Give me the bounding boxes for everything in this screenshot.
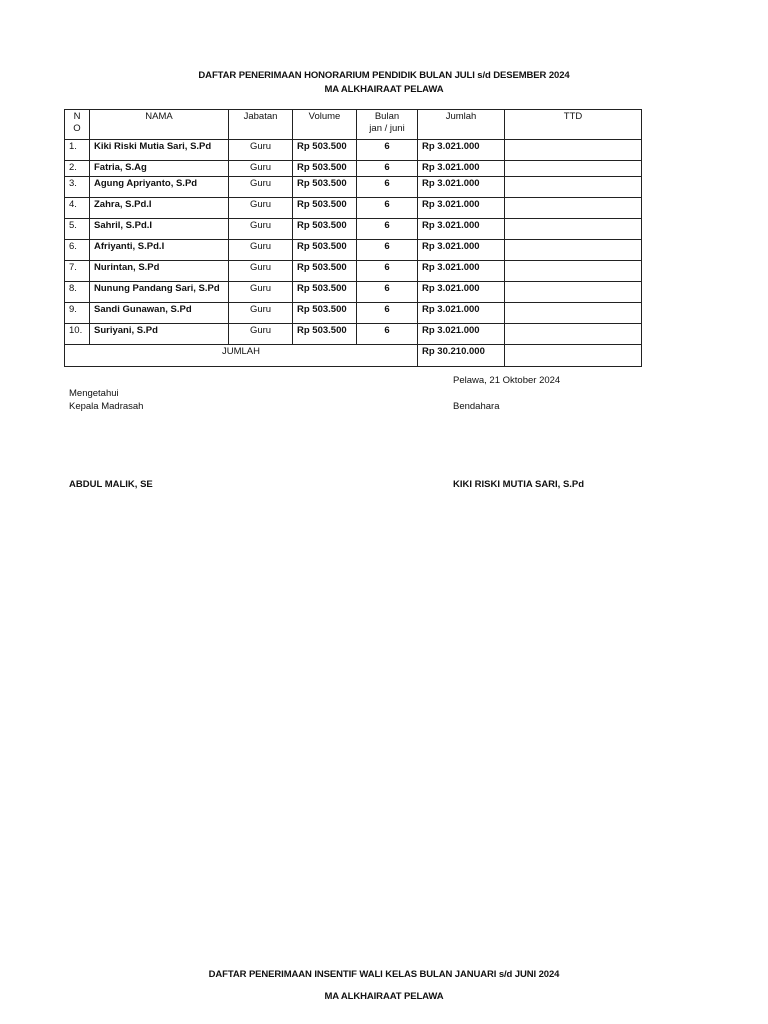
headmaster-name: ABDUL MALIK, SE (69, 479, 153, 490)
place-date: Pelawa, 21 Oktober 2024 (453, 375, 561, 386)
header-ttd: TTD (505, 110, 642, 140)
total-label: JUMLAH (65, 345, 418, 367)
header-volume: Volume (293, 110, 357, 140)
treasurer-name: KIKI RISKI MUTIA SARI, S.Pd (453, 479, 585, 490)
signature-cell (505, 282, 642, 303)
table-row: 5. Sahril, S.Pd.I Guru Rp 503.500 6 Rp 3.021.000 (65, 219, 642, 240)
signature-cell (505, 324, 642, 345)
header-bulan: Bulan jan / juni (357, 110, 418, 140)
school-name: MA ALKHAIRAAT PELAWA (324, 84, 444, 95)
signature-cell (505, 198, 642, 219)
total-value: Rp 30.210.000 (418, 345, 505, 367)
table-row: 10. Suriyani, S.Pd Guru Rp 503.500 6 Rp 3.021.000 (65, 324, 642, 345)
table-row: 2. Fatria, S.Ag Guru Rp 503.500 6 Rp 3.021.000 (65, 161, 642, 177)
signature-cell (505, 140, 642, 161)
total-row (65, 345, 642, 367)
table-row: 3. Agung Apriyanto, S.Pd Guru Rp 503.500 6 Rp 3.021.000 (65, 177, 642, 198)
next-document-school: MA ALKHAIRAAT PELAWA (324, 991, 444, 1002)
header-no: N O (65, 110, 90, 140)
table-row: 9. Sandi Gunawan, S.Pd Guru Rp 503.500 6 Rp 3.021.000 (65, 303, 642, 324)
next-document-title: DAFTAR PENERIMAAN INSENTIF WALI KELAS BULAN JANUARI s/d JUNI 2024 (208, 969, 560, 980)
header-nama: NAMA (90, 110, 229, 140)
headmaster-role: Kepala Madrasah (69, 401, 144, 412)
signature-cell (505, 345, 642, 367)
table-header-row (65, 110, 642, 140)
approval-label: Mengetahui (69, 388, 119, 399)
signature-cell (505, 303, 642, 324)
signature-cell (505, 261, 642, 282)
table-row: 4. Zahra, S.Pd.I Guru Rp 503.500 6 Rp 3.021.000 (65, 198, 642, 219)
signature-cell (505, 177, 642, 198)
treasurer-role: Bendahara (453, 401, 500, 412)
table-row: 7. Nurintan, S.Pd Guru Rp 503.500 6 Rp 3.021.000 (65, 261, 642, 282)
signature-cell (505, 161, 642, 177)
signature-cell (505, 219, 642, 240)
table-row: 8. Nunung Pandang Sari, S.Pd Guru Rp 503.500 6 Rp 3.021.000 (65, 282, 642, 303)
table-row: 6. Afriyanti, S.Pd.I Guru Rp 503.500 6 Rp 3.021.000 (65, 240, 642, 261)
header-jabatan: Jabatan (229, 110, 293, 140)
signature-cell (505, 240, 642, 261)
header-jumlah: Jumlah (418, 110, 505, 140)
table-row: 1. Kiki Riski Mutia Sari, S.Pd Guru Rp 503.500 6 Rp 3.021.000 (65, 140, 642, 161)
document-title: DAFTAR PENERIMAAN HONORARIUM PENDIDIK BULAN JULI s/d DESEMBER 2024 (198, 70, 570, 81)
honorarium-table (64, 109, 642, 367)
